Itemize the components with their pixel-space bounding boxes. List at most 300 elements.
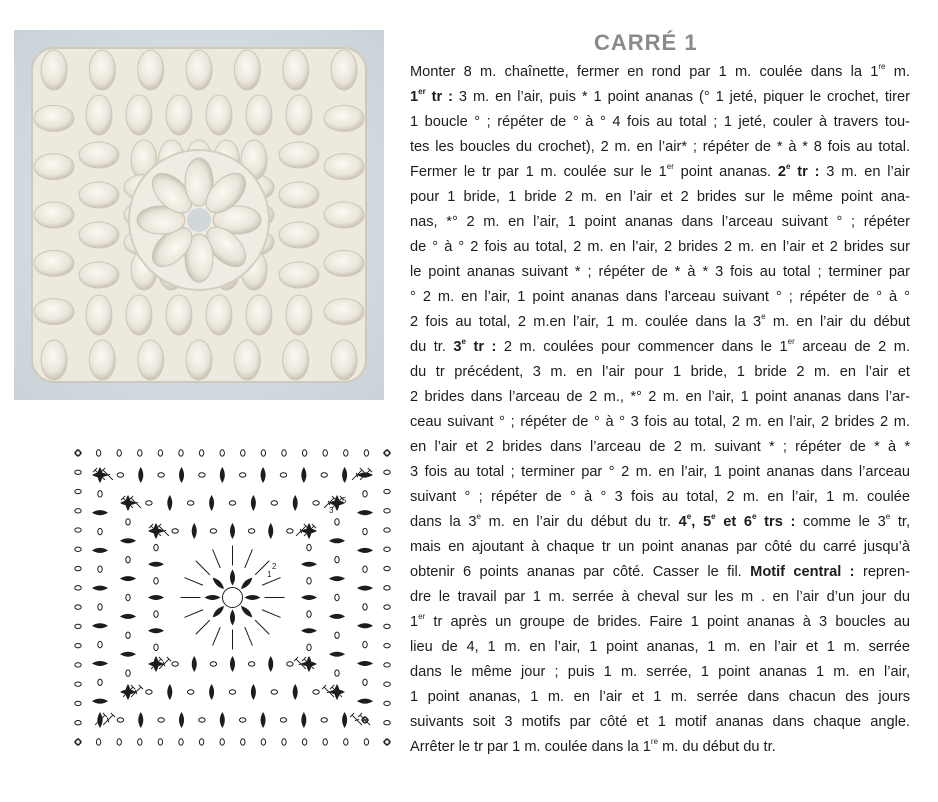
instruction-line — [410, 560, 910, 585]
instruction-line — [410, 235, 910, 260]
instruction-line — [410, 160, 910, 185]
chain-symbol — [239, 473, 245, 477]
instruction-line — [410, 185, 910, 210]
puff-symbol — [302, 629, 316, 633]
puff-symbol — [302, 713, 306, 727]
chain-symbol — [210, 662, 216, 666]
chain-symbol — [307, 644, 311, 650]
puff-symbol — [220, 713, 224, 727]
chain-symbol — [384, 547, 390, 551]
puff-symbol — [240, 605, 253, 618]
text-segment: obtenir 6 points ananas par côté. Casser le fil. — [410, 564, 751, 580]
chain-symbol — [344, 450, 348, 456]
puff-stitch — [79, 142, 119, 168]
text-segment: 1 — [410, 614, 419, 630]
ordinal-suffix: e — [752, 512, 757, 522]
ordinal-suffix: e — [761, 312, 766, 322]
puff-symbol — [93, 548, 107, 552]
stitch-line — [262, 610, 280, 618]
chain-symbol — [199, 473, 205, 477]
text-segment: dans la 3 — [410, 514, 477, 530]
chain-symbol — [248, 529, 254, 533]
puff-stitch — [234, 340, 260, 380]
bold-label: 3 — [453, 339, 462, 355]
chain-symbol — [363, 604, 367, 610]
ordinal-suffix: er — [418, 612, 426, 622]
chain-symbol — [158, 739, 162, 745]
pattern-title: CARRÉ 1 — [594, 30, 698, 55]
puff-symbol — [206, 596, 220, 600]
chain-symbol — [287, 529, 293, 533]
chain-symbol — [261, 739, 265, 745]
puff-symbol — [293, 496, 297, 510]
instruction-line — [410, 660, 910, 685]
chain-symbol — [384, 721, 390, 725]
chain-symbol — [321, 718, 327, 722]
chain-symbol — [384, 528, 390, 532]
puff-symbol — [302, 596, 316, 600]
puff-symbol — [93, 699, 107, 703]
chain-symbol — [302, 450, 306, 456]
puff-symbol — [180, 713, 184, 727]
instruction-line — [410, 435, 910, 460]
puff-symbol — [343, 713, 347, 727]
puff-symbol — [231, 611, 235, 625]
puff-stitch — [246, 95, 272, 135]
chain-symbol — [98, 528, 102, 534]
ordinal-suffix: er — [787, 337, 795, 347]
text-segment: Monter 8 m. chaînette, fermer en rond par 1 m. coulée dans la 1 — [410, 64, 879, 80]
chain-symbol — [307, 578, 311, 584]
text-segment: le point ananas suivant * ; répéter de * à * 3 fois au total ; terminer par — [410, 264, 910, 280]
puff-stitch — [89, 340, 115, 380]
instruction-line — [410, 710, 910, 735]
puff-symbol — [343, 468, 347, 482]
chain-symbol — [313, 690, 319, 694]
chain-symbol — [75, 528, 81, 532]
instruction-line — [410, 635, 910, 660]
chain-symbol — [280, 718, 286, 722]
instruction-line — [410, 685, 910, 710]
puff-symbol — [261, 713, 265, 727]
puff-stitch — [286, 295, 312, 335]
chain-symbol — [229, 501, 235, 505]
text-segment: lieu de 4, 1 m. en l’air, 1 point ananas, 1 m. en l’air et 1 m. serrée — [410, 639, 910, 655]
puff-stitch — [89, 50, 115, 90]
text-segment: tes les boucles du crochet), 2 m. en l’air* ; répéter de * à * 8 fois au total. — [410, 139, 910, 155]
chain-symbol — [384, 509, 390, 513]
chain-symbol — [384, 586, 390, 590]
puff-stitch — [324, 250, 364, 276]
chain-symbol — [75, 682, 81, 686]
crochet-square-photo — [14, 30, 384, 400]
puff-stitch — [166, 295, 192, 335]
chain-symbol — [75, 701, 81, 705]
chain-symbol — [126, 519, 130, 525]
instruction-line — [410, 135, 910, 160]
stitch-line — [255, 620, 269, 634]
stitch-line — [245, 627, 253, 645]
instruction-line — [410, 285, 910, 310]
chain-symbol — [313, 501, 319, 505]
chain-symbol — [280, 473, 286, 477]
round-label-3: 3 — [329, 506, 334, 515]
ordinal-suffix: re — [878, 62, 886, 72]
chain-symbol — [117, 739, 121, 745]
stitch-line — [184, 578, 202, 586]
chain-symbol — [363, 566, 367, 572]
puff-symbol — [302, 468, 306, 482]
puff-symbol — [93, 586, 107, 590]
chain-symbol — [154, 611, 158, 617]
bold-label: trs : — [756, 514, 796, 530]
chain-symbol — [335, 594, 339, 600]
photo-image — [14, 30, 384, 400]
chain-symbol — [188, 690, 194, 694]
puff-stitch — [283, 340, 309, 380]
text-segment: 1 boucle ° ; répéter de ° à ° 4 fois au total ; 1 jeté, couler à travers tou- — [410, 114, 910, 130]
chain-symbol — [335, 670, 339, 676]
puff-stitch — [126, 295, 152, 335]
puff-stitch — [34, 202, 74, 228]
chain-symbol — [241, 739, 245, 745]
text-segment: m. du début du tr. — [658, 739, 776, 755]
puff-symbol — [149, 596, 163, 600]
chain-symbol — [75, 663, 81, 667]
text-segment: du tr précédent, 3 m. en l’air pour 1 bride, 1 bride 2 m. en l’air et — [410, 364, 910, 380]
chain-symbol — [199, 739, 203, 745]
chain-symbol — [75, 547, 81, 551]
text-segment: pour 1 bride, 1 bride 2 m. en l’air et 2 brides sur le même point ana- — [410, 189, 910, 205]
chain-symbol — [307, 611, 311, 617]
text-segment: dre le travail par 1 m. serrée à cheval sur les m . en l’air d’un jour du — [410, 589, 910, 605]
chain-symbol — [146, 690, 152, 694]
text-segment: m. en l’air du début — [765, 314, 910, 330]
puff-symbol — [168, 685, 172, 699]
text-segment: mais en ajoutant à chaque tr un point ananas par côté du carré jusqu’à — [410, 539, 910, 555]
puff-symbol — [93, 624, 107, 628]
puff-stitch — [86, 295, 112, 335]
ordinal-suffix: er — [666, 162, 674, 172]
puff-symbol — [293, 685, 297, 699]
chain-symbol — [282, 739, 286, 745]
stitch-line — [184, 610, 202, 618]
puff-stitch — [234, 50, 260, 90]
puff-stitch — [34, 154, 74, 180]
puff-stitch — [79, 262, 119, 288]
instruction-line — [410, 110, 910, 135]
bold-label: et 6 — [715, 514, 753, 530]
chain-symbol — [138, 739, 142, 745]
puff-stitch — [79, 182, 119, 208]
chain-symbol — [188, 501, 194, 505]
text-segment: nas, *° 2 m. en l’air, 1 point ananas dans l’arceau suivant ° ; répéter — [410, 214, 910, 230]
puff-symbol — [210, 496, 214, 510]
puff-stitch — [34, 105, 74, 131]
chain-symbol — [117, 718, 123, 722]
puff-symbol — [121, 577, 135, 581]
bold-label: tr : — [425, 89, 453, 105]
chain-symbol — [363, 528, 367, 534]
text-segment: ceau suivant ° ; répéter de ° à ° 3 fois au total, 2 m. en l’air, 2 brides 2 m. — [410, 414, 910, 430]
chain-symbol — [271, 690, 277, 694]
text-segment: Arrêter le tr par 1 m. coulée dans la 1 — [410, 739, 651, 755]
puff-stitch — [279, 142, 319, 168]
stitch-line — [245, 549, 253, 567]
puff-symbol — [330, 614, 344, 618]
stitch-line — [196, 561, 210, 575]
round-label-1: 1 — [267, 570, 272, 579]
chain-symbol — [126, 557, 130, 563]
bold-label: 2 — [777, 164, 787, 180]
text-segment: repren- — [854, 564, 910, 580]
puff-stitch — [86, 95, 112, 135]
ordinal-suffix: re — [650, 737, 659, 747]
chain-symbol — [335, 519, 339, 525]
chain-symbol — [239, 718, 245, 722]
text-segment: de ° à ° 2 fois au total, 2 m. en l’air, 2 brides 2 m. en l’air et 2 brides sur — [410, 239, 910, 255]
center-ring — [223, 588, 243, 608]
puff-symbol — [330, 652, 344, 656]
chain-symbol — [75, 624, 81, 628]
puff-stitch — [41, 340, 67, 380]
puff-symbol — [121, 539, 135, 543]
chain-symbol — [344, 739, 348, 745]
puff-symbol — [358, 661, 372, 665]
chain-symbol — [179, 739, 183, 745]
puff-symbol — [121, 652, 135, 656]
chain-symbol — [307, 544, 311, 550]
text-segment: du tr. — [410, 339, 454, 355]
chain-symbol — [363, 679, 367, 685]
chain-symbol — [117, 473, 123, 477]
stitch-line — [196, 620, 210, 634]
treble-symbol — [358, 713, 372, 727]
puff-stitch — [324, 154, 364, 180]
text-segment: Fermer le tr par 1 m. coulée sur le 1 — [410, 164, 667, 180]
puff-stitch — [279, 222, 319, 248]
puff-stitch — [246, 295, 272, 335]
text-segment: en l’air et 2 brides dans l’arceau de 2 m. suivant * ; répéter de * à * — [410, 439, 910, 455]
puff-symbol — [231, 524, 235, 538]
chain-symbol — [220, 450, 224, 456]
chain-symbol — [75, 566, 81, 570]
bold-label: 4 — [678, 514, 687, 530]
instruction-line — [410, 85, 910, 110]
instruction-line — [410, 735, 910, 760]
chain-symbol — [172, 662, 178, 666]
instruction-line — [410, 485, 910, 510]
chart-symbols — [70, 445, 395, 750]
text-segment: ° 2 m. en l’air, 1 point ananas dans l’arceau suivant ° ; répéter de ° à ° — [410, 289, 910, 305]
text-segment: 1 point ananas, 1 m. en l’air et 1 m. serrée dans chacun des jours — [410, 689, 910, 705]
puff-symbol — [93, 511, 107, 515]
chain-symbol — [323, 739, 327, 745]
ordinal-suffix: e — [885, 512, 891, 522]
puff-stitch — [331, 340, 357, 380]
puff-symbol — [149, 562, 163, 566]
puff-symbol — [212, 605, 225, 618]
puff-stitch — [279, 182, 319, 208]
puff-symbol — [251, 685, 255, 699]
puff-stitch — [34, 250, 74, 276]
text-segment: tr après un groupe de brides. Faire 1 point ananas à 3 boucles au — [425, 614, 910, 630]
puff-stitch — [283, 50, 309, 90]
chain-symbol — [384, 643, 390, 647]
chain-symbol — [364, 450, 368, 456]
chain-symbol — [96, 450, 100, 456]
puff-symbol — [149, 629, 163, 633]
text-segment: m. — [885, 64, 910, 80]
puff-symbol — [231, 657, 235, 671]
puff-symbol — [358, 699, 372, 703]
chain-symbol — [179, 450, 183, 456]
chain-symbol — [75, 470, 81, 474]
ordinal-suffix: e — [686, 512, 692, 522]
puff-symbol — [358, 511, 372, 515]
puff-stitch — [166, 95, 192, 135]
chain-symbol — [220, 739, 224, 745]
chain-symbol — [384, 605, 390, 609]
puff-symbol — [139, 468, 143, 482]
puff-symbol — [93, 661, 107, 665]
chain-symbol — [302, 739, 306, 745]
puff-symbol — [192, 524, 196, 538]
stitch-line — [213, 549, 221, 567]
text-segment: suivants soit 3 motifs par côté et 1 motif ananas dans chaque angle. — [410, 714, 910, 730]
chain-symbol — [241, 450, 245, 456]
puff-stitch — [79, 222, 119, 248]
chain-symbol — [138, 450, 142, 456]
chain-symbol — [199, 718, 205, 722]
instruction-line — [410, 360, 910, 385]
chain-symbol — [172, 529, 178, 533]
chain-symbol — [199, 450, 203, 456]
puff-stitch — [286, 95, 312, 135]
chain-symbol — [98, 641, 102, 647]
puff-symbol — [358, 586, 372, 590]
chain-symbol — [335, 632, 339, 638]
chain-symbol — [126, 670, 130, 676]
puff-symbol — [210, 685, 214, 699]
puff-symbol — [302, 562, 316, 566]
puff-symbol — [220, 468, 224, 482]
bold-label: tr : — [466, 339, 497, 355]
puff-stitch — [34, 299, 74, 325]
stitch-line — [213, 627, 221, 645]
chain-symbol — [75, 509, 81, 513]
chain-symbol — [384, 624, 390, 628]
text-segment: 3 fois au total ; terminer par ° 2 m. en l’air, 1 point ananas dans l’arceau — [410, 464, 910, 480]
puff-stitch — [279, 262, 319, 288]
pattern-instructions — [410, 60, 910, 760]
ordinal-suffix: e — [786, 162, 791, 172]
instruction-line — [410, 610, 910, 635]
text-segment: 2 fois au total, 2 m.en l’air, 1 m. coulée dans la 3 — [410, 314, 762, 330]
text-segment: m. en l’air du début du tr. — [480, 514, 679, 530]
chain-symbol — [154, 644, 158, 650]
chain-symbol — [384, 489, 390, 493]
chain-symbol — [146, 501, 152, 505]
chain-symbol — [158, 450, 162, 456]
instruction-line — [410, 410, 910, 435]
text-segment: dans le même jour ; puis 1 m. serrée, 1 point ananas 1 m. en l’air, — [410, 664, 910, 680]
puff-symbol — [246, 596, 260, 600]
chain-symbol — [98, 566, 102, 572]
chain-symbol — [75, 721, 81, 725]
chain-symbol — [154, 578, 158, 584]
puff-stitch — [331, 50, 357, 90]
ordinal-suffix: er — [418, 87, 426, 97]
puff-symbol — [251, 496, 255, 510]
puff-symbol — [121, 614, 135, 618]
puff-symbol — [192, 657, 196, 671]
bold-label: tr : — [790, 164, 820, 180]
instruction-line — [410, 60, 910, 85]
puff-symbol — [231, 571, 235, 585]
puff-symbol — [240, 577, 253, 590]
chain-symbol — [384, 682, 390, 686]
puff-symbol — [261, 468, 265, 482]
puff-stitch — [41, 50, 67, 90]
crochet-chart-diagram — [70, 445, 395, 750]
treble-symbol — [101, 713, 115, 727]
round-label-5: 5 — [342, 496, 347, 505]
puff-stitch — [138, 340, 164, 380]
chain-symbol — [158, 718, 164, 722]
puff-stitch — [138, 50, 164, 90]
chain-symbol — [323, 450, 327, 456]
instruction-line — [410, 460, 910, 485]
chain-symbol — [98, 491, 102, 497]
text-segment: 2 m. coulées pour commencer dans le 1 — [496, 339, 788, 355]
instruction-line — [410, 585, 910, 610]
puff-stitch — [324, 105, 364, 131]
chain-symbol — [96, 739, 100, 745]
chain-symbol — [384, 566, 390, 570]
chain-symbol — [98, 679, 102, 685]
puff-symbol — [180, 468, 184, 482]
puff-stitch — [206, 295, 232, 335]
puff-stitch — [206, 95, 232, 135]
chain-symbol — [384, 701, 390, 705]
text-segment: tr, — [890, 514, 910, 530]
puff-stitch — [126, 95, 152, 135]
chain-symbol — [363, 491, 367, 497]
chain-symbol — [117, 450, 121, 456]
chain-symbol — [261, 450, 265, 456]
text-segment: point ananas. — [673, 164, 778, 180]
chain-symbol — [75, 605, 81, 609]
instruction-line — [410, 510, 910, 535]
puff-symbol — [330, 577, 344, 581]
puff-symbol — [358, 548, 372, 552]
instruction-line — [410, 335, 910, 360]
puff-symbol — [168, 496, 172, 510]
puff-symbol — [330, 539, 344, 543]
text-segment: 3 m. en l’air — [819, 164, 910, 180]
chain-symbol — [282, 450, 286, 456]
chain-symbol — [98, 604, 102, 610]
chain-symbol — [75, 586, 81, 590]
puff-stitch — [186, 340, 212, 380]
ordinal-suffix: e — [711, 512, 716, 522]
chain-symbol — [126, 594, 130, 600]
puff-symbol — [269, 524, 273, 538]
chain-symbol — [75, 643, 81, 647]
text-segment: 2 brides dans l’arceau de 2 m., *° 2 m. en l’air, 1 point ananas dans l’ar- — [410, 389, 910, 405]
chain-symbol — [154, 544, 158, 550]
